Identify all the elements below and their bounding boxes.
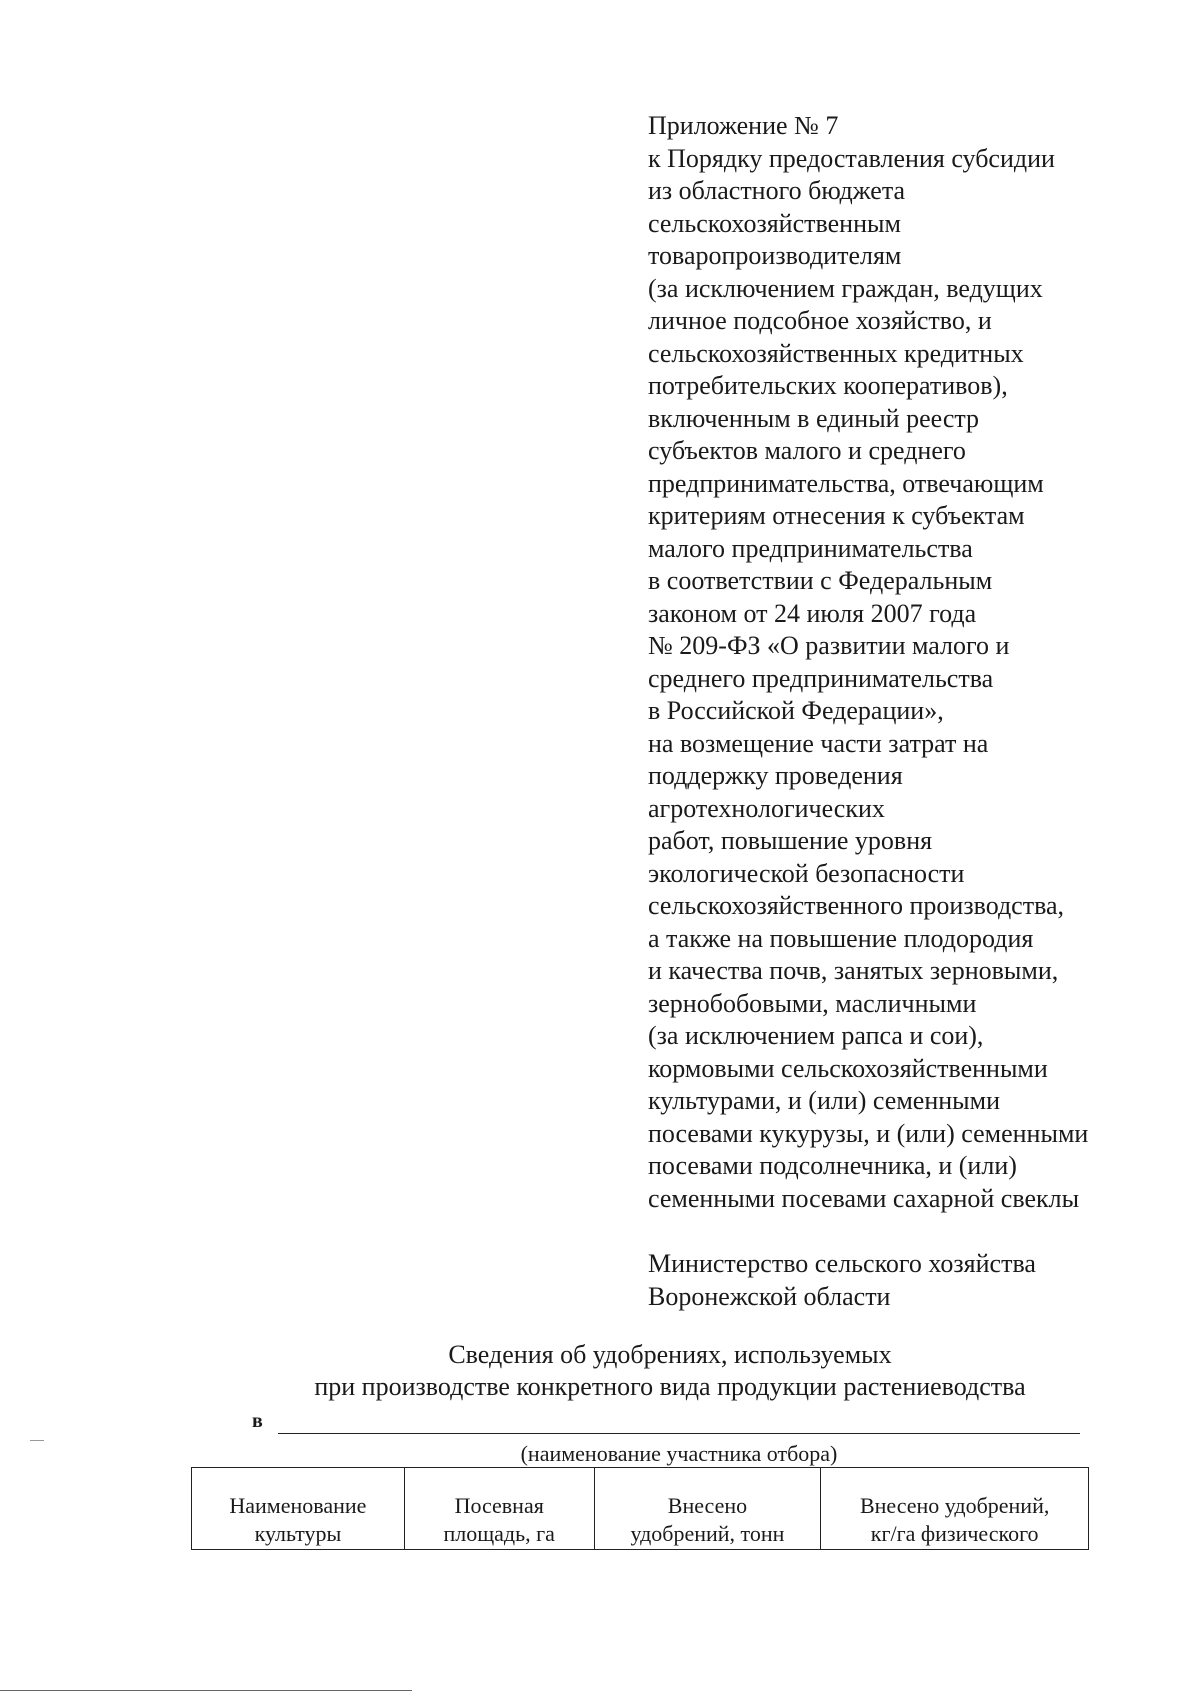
appendix-line: потребительских кооперативов), (648, 371, 1008, 400)
appendix-line: среднего предпринимательства (648, 663, 994, 693)
appendix-line: в соответствии с Федеральным (648, 566, 993, 595)
appendix-line: (за исключением рапса и сои), (648, 1021, 984, 1050)
header-text-line: Внесено удобрений, (859, 1493, 1050, 1518)
ministry-line: Воронежской области (648, 1281, 891, 1311)
appendix-line: в Российской Федерации», (648, 696, 944, 725)
appendix-line: сельскохозяйственным (648, 208, 901, 238)
appendix-line: малого предпринимательства (648, 533, 973, 563)
appendix-line: личное подсобное хозяйство, и (648, 306, 992, 335)
appendix-line: критериям отнесения к субъектам (648, 501, 1025, 530)
appendix-line: Приложение № 7 (648, 111, 839, 140)
appendix-line: семенными посевами сахарной свеклы (648, 1183, 1080, 1213)
appendix-line: и качества почв, занятых зерновыми, (648, 956, 1059, 985)
fertilizer-table (191, 1467, 1089, 1550)
header-text-line: Посевная (454, 1493, 544, 1518)
appendix-line: предпринимательства, отвечающим (648, 468, 1044, 498)
appendix-line: работ, повышение уровня (648, 826, 933, 855)
header-fertilizer-kg-per-ha (821, 1468, 1089, 1550)
title-line: при производстве конкретного вида продукции растениеводства (314, 1372, 1026, 1401)
header-text-line: площадь, га (443, 1521, 555, 1546)
ministry-addressee (648, 1248, 1168, 1313)
appendix-line: зернобобовыми, масличными (648, 988, 977, 1018)
appendix-line: из областного бюджета (648, 176, 906, 205)
appendix-line: включенным в единый реестр (648, 403, 980, 433)
footnote-rule (0, 1690, 412, 1691)
header-text-line: Наименование (229, 1493, 367, 1518)
appendix-line: сельскохозяйственного производства, (648, 891, 1065, 920)
header-fertilizer-tons (594, 1468, 821, 1550)
appendix-line: кормовыми сельскохозяйственными (648, 1053, 1048, 1083)
appendix-line: к Порядку предоставления субсидии (648, 143, 1055, 173)
appendix-line: а также на повышение плодородия (648, 923, 1034, 953)
header-text-line: кг/га физического (870, 1521, 1039, 1546)
appendix-line: (за исключением граждан, ведущих (648, 273, 1043, 303)
table-header-row (192, 1468, 1089, 1550)
participant-caption: (наименование участника отбора) (520, 1441, 838, 1466)
appendix-line: сельскохозяйственных кредитных (648, 338, 1024, 368)
appendix-line: поддержку проведения (648, 761, 903, 790)
header-text-line: удобрений, тонн (630, 1521, 785, 1546)
appendix-line: экологической безопасности (648, 858, 965, 888)
participant-fill-line (278, 1433, 1080, 1434)
appendix-line: посевами подсолнечника, и (или) (648, 1151, 1017, 1180)
appendix-line: законом от 24 июля 2007 года (648, 598, 977, 628)
appendix-line: агротехнологических (648, 793, 885, 823)
document-title (190, 1339, 1150, 1403)
header-sown-area (404, 1468, 594, 1550)
appendix-line: культурами, и (или) семенными (648, 1086, 1000, 1115)
margin-mark (30, 1440, 44, 1441)
header-text-line: культуры (254, 1521, 342, 1546)
appendix-line: № 209-ФЗ «О развитии малого и (648, 631, 1010, 660)
header-crop-name (192, 1468, 405, 1550)
appendix-line: на возмещение части затрат на (648, 728, 989, 758)
appendix-line: товаропроизводителям (648, 241, 902, 270)
appendix-line: посевами кукурузы, и (или) семенными (648, 1118, 1089, 1148)
header-text-line: Внесено (667, 1493, 748, 1518)
appendix-header (648, 110, 1168, 1215)
title-line: Сведения об удобрениях, используемых (448, 1340, 892, 1369)
participant-prefix: в (252, 1410, 263, 1432)
ministry-line: Министерство сельского хозяйства (648, 1249, 1036, 1278)
appendix-line: субъектов малого и среднего (648, 436, 966, 465)
